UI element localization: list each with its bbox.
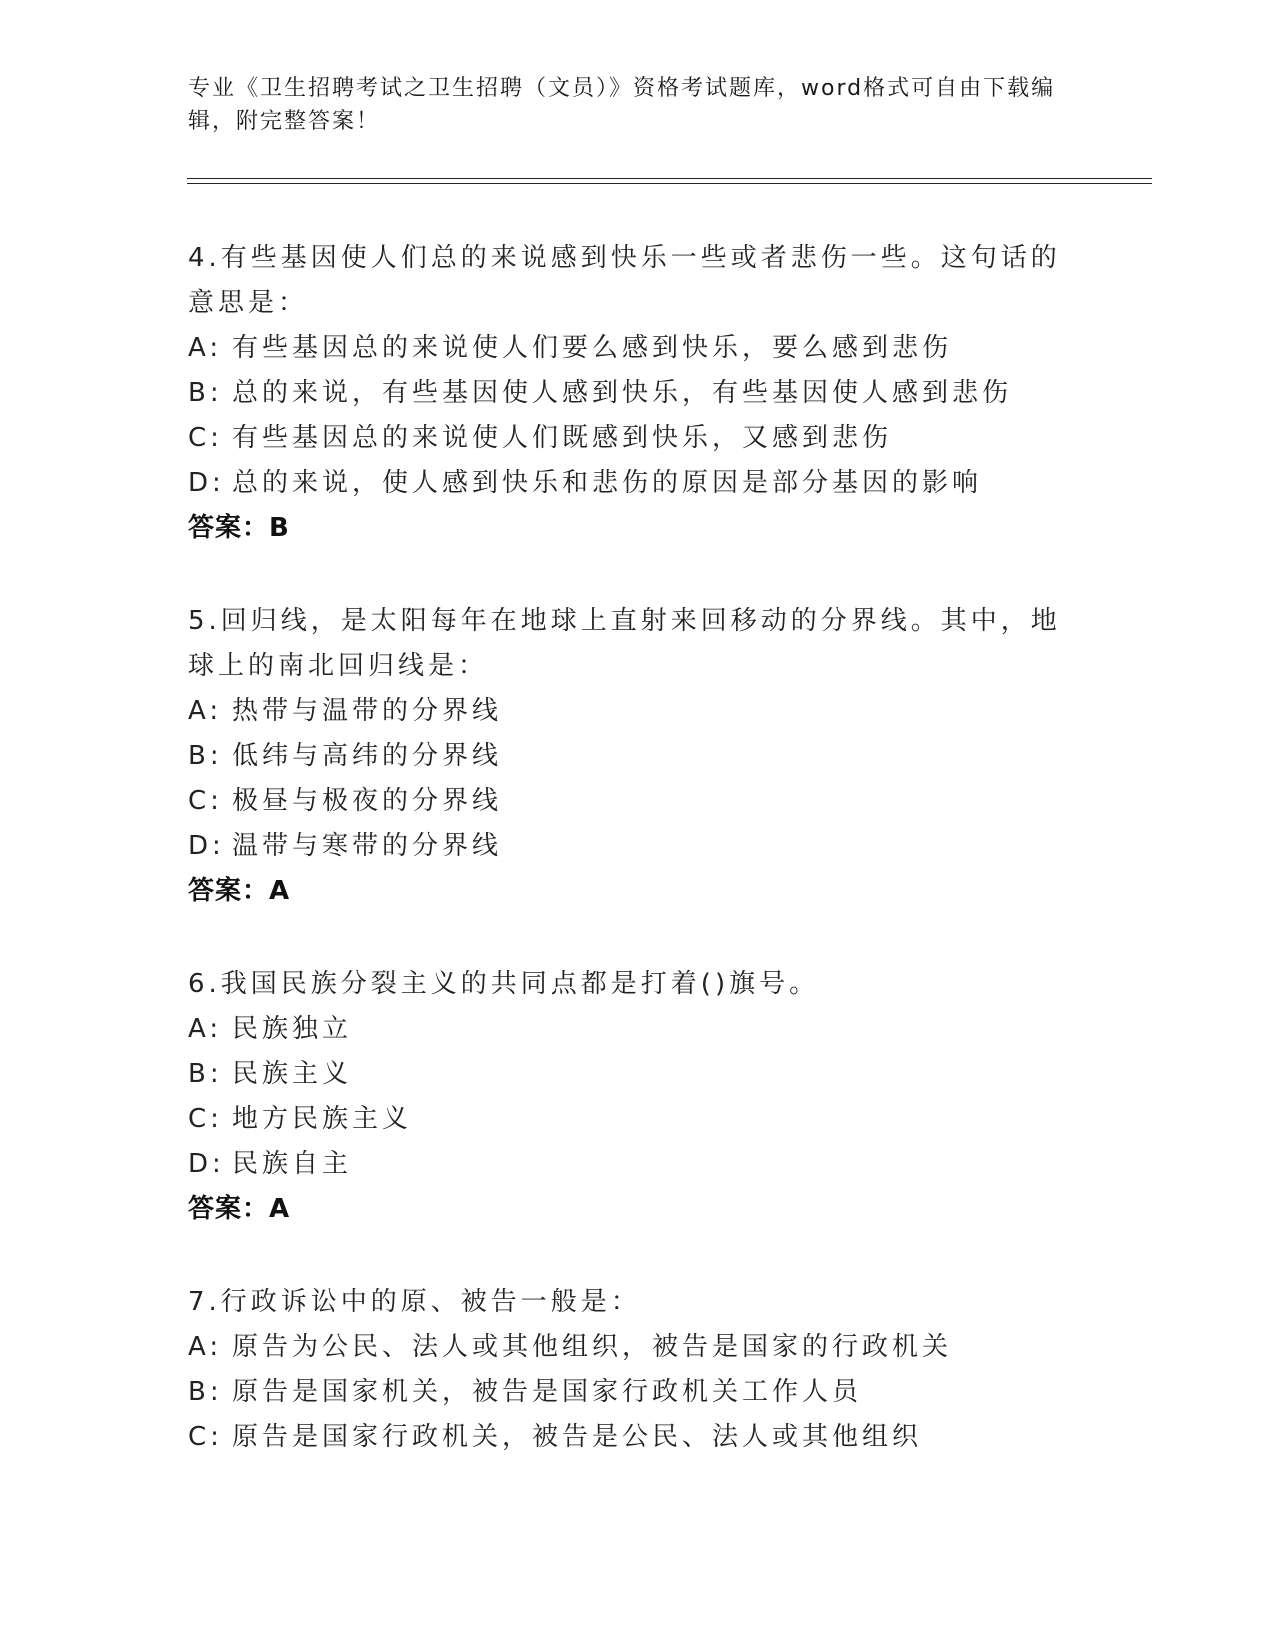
option-text: 民族独立: [232, 1014, 353, 1044]
question-stem: 6.我国民族分裂主义的共同点都是打着()旗号。: [188, 969, 820, 999]
option-text: 低纬与高纬的分界线: [232, 741, 503, 771]
option-b: [188, 371, 1068, 416]
option-b: [188, 1370, 1068, 1415]
question-6: [188, 962, 1068, 1232]
option-key: C:: [188, 786, 223, 816]
option-key: A:: [188, 1332, 223, 1362]
option-c: [188, 416, 1068, 461]
option-text: 极昼与极夜的分界线: [232, 786, 503, 816]
option-key: B:: [188, 378, 223, 408]
option-text: 热带与温带的分界线: [232, 696, 503, 726]
question-stem: 4.有些基因使人们总的来说感到快乐一些或者悲伤一些。这句话的意思是：: [188, 243, 1061, 318]
option-key: C:: [188, 423, 223, 453]
option-text: 有些基因总的来说使人们既感到快乐，又感到悲伤: [232, 423, 893, 453]
option-text: 总的来说，使人感到快乐和悲伤的原因是部分基因的影响: [232, 468, 983, 498]
option-key: B:: [188, 1059, 223, 1089]
option-a: [188, 689, 1068, 734]
document-header: 专业《卫生招聘考试之卫生招聘（文员）》资格考试题库，word格式可自由下载编辑，附完整答案！: [188, 76, 1056, 134]
option-b: [188, 1052, 1068, 1097]
answer-line: 答案：A: [188, 1194, 291, 1224]
option-d: [188, 824, 1068, 869]
question-list: [188, 236, 1068, 1508]
question-7: [188, 1280, 1068, 1460]
option-key: D:: [188, 468, 225, 498]
question-stem: 7.行政诉讼中的原、被告一般是：: [188, 1287, 641, 1317]
option-key: A:: [188, 333, 223, 363]
option-d: [188, 1142, 1068, 1187]
option-d: [188, 461, 1068, 506]
option-text: 民族自主: [232, 1149, 353, 1179]
option-text: 原告为公民、法人或其他组织，被告是国家的行政机关: [232, 1332, 953, 1362]
option-text: 民族主义: [232, 1059, 353, 1089]
option-b: [188, 734, 1068, 779]
option-key: A:: [188, 1014, 223, 1044]
option-text: 总的来说，有些基因使人感到快乐，有些基因使人感到悲伤: [232, 378, 1013, 408]
answer-line: 答案：B: [188, 513, 290, 543]
option-key: C:: [188, 1422, 223, 1452]
option-key: B:: [188, 741, 223, 771]
question-4: [188, 236, 1068, 551]
option-key: D:: [188, 831, 225, 861]
option-a: [188, 326, 1068, 371]
option-key: D:: [188, 1149, 225, 1179]
option-text: 温带与寒带的分界线: [232, 831, 503, 861]
option-c: [188, 779, 1068, 824]
option-c: [188, 1097, 1068, 1142]
question-5: [188, 599, 1068, 914]
option-text: 有些基因总的来说使人们要么感到快乐，要么感到悲伤: [232, 333, 953, 363]
option-key: A:: [188, 696, 223, 726]
option-c: [188, 1415, 1068, 1460]
header-double-rule: [187, 178, 1152, 184]
option-text: 原告是国家机关，被告是国家行政机关工作人员: [232, 1377, 863, 1407]
option-text: 原告是国家行政机关，被告是公民、法人或其他组织: [232, 1422, 923, 1452]
question-stem: 5.回归线，是太阳每年在地球上直射来回移动的分界线。其中，地球上的南北回归线是：: [188, 606, 1061, 681]
option-key: C:: [188, 1104, 223, 1134]
option-a: [188, 1007, 1068, 1052]
answer-line: 答案：A: [188, 876, 291, 906]
option-key: B:: [188, 1377, 223, 1407]
option-a: [188, 1325, 1068, 1370]
option-text: 地方民族主义: [232, 1104, 413, 1134]
